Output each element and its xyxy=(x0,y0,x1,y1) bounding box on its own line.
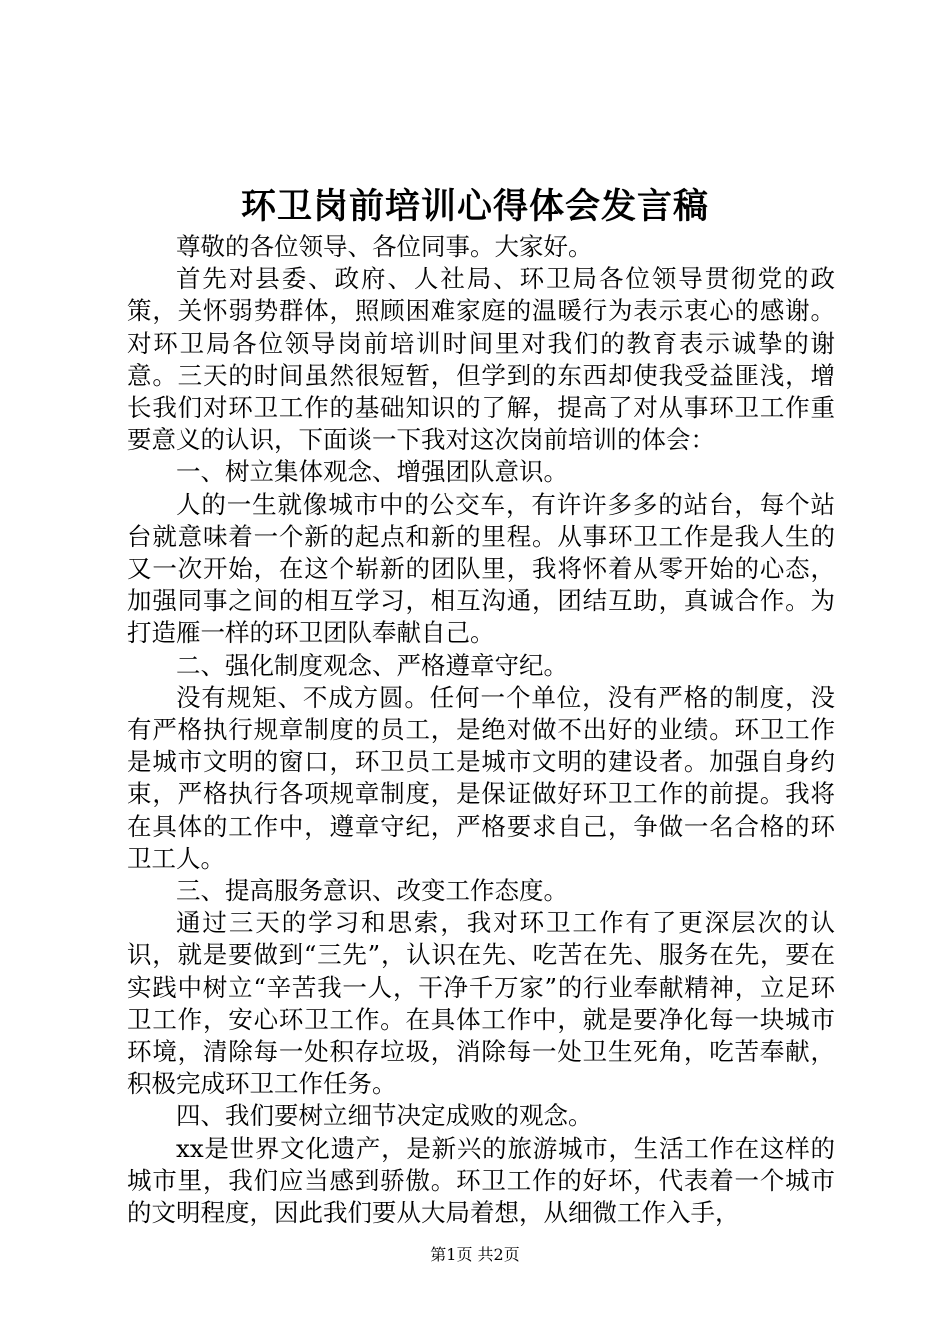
page-number-footer: 第1页 共2页 xyxy=(430,1245,520,1264)
paragraph-section-4: xx是世界文化遗产，是新兴的旅游城市，生活工作在这样的城市里，我们应当感到骄傲。环卫工作的好坏，代表着一个城市的文明程度，因此我们要从大局着想，从细微工作入手， xyxy=(127,1133,835,1228)
heading-section-3: 三、提高服务意识、改变工作态度。 xyxy=(176,876,568,906)
paragraph-greeting: 尊敬的各位领导、各位同事。大家好。 xyxy=(176,232,593,261)
paragraph-section-2: 没有规矩、不成方圆。任何一个单位，没有严格的制度，没有严格执行规章制度的员工，是绝对做不出好的业绩。环卫工作是城市文明的窗口，环卫员工是城市文明的建设者。加强自身约束，严格执行各项规章制度，是保证做好环卫工作的前提。我将在具体的工作中，遵章守纪，严格要求自己，争做一名合格的环卫工人。 xyxy=(127,682,835,873)
heading-section-4: 四、我们要树立细节决定成败的观念。 xyxy=(176,1101,593,1131)
document-body xyxy=(127,231,835,1229)
paragraph-section-3: 通过三天的学习和思索，我对环卫工作有了更深层次的认识，就是要做到“三先”，认识在先、吃苦在先、服务在先，要在实践中树立“辛苦我一人，干净千万家”的行业奉献精神，立足环卫工作，安心环卫工作。在具体工作中，就是要净化每一块城市环境，清除每一处积存垃圾，消除每一处卫生死角，吃苦奉献，积极完成环卫工作任务。 xyxy=(127,908,835,1099)
paragraph-intro: 首先对县委、政府、人社局、环卫局各位领导贯彻党的政策，关怀弱势群体，照顾困难家庭的温暖行为表示衷心的感谢。对环卫局各位领导岗前培训时间里对我们的教育表示诚挚的谢意。三天的时间虽然很短暂，但学到的东西却使我受益匪浅，增长我们对环卫工作的基础知识的了解，提高了对从事环卫工作重要意义的认识，下面谈一下我对这次岗前培训的体会： xyxy=(127,264,835,455)
heading-section-1: 一、树立集体观念、增强团队意识。 xyxy=(176,457,568,487)
document-title: 环卫岗前培训心得体会发言稿 xyxy=(240,187,709,227)
heading-section-2: 二、强化制度观念、严格遵章守纪。 xyxy=(176,650,568,680)
paragraph-section-1: 人的一生就像城市中的公交车，有许许多多的站台，每个站台就意味着一个新的起点和新的里程。从事环卫工作是我人生的又一次开始，在这个崭新的团队里，我将怀着从零开始的心态，加强同事之间的相互学习，相互沟通，团结互助，真诚合作。为打造雁一样的环卫团队奉献自己。 xyxy=(127,489,835,648)
